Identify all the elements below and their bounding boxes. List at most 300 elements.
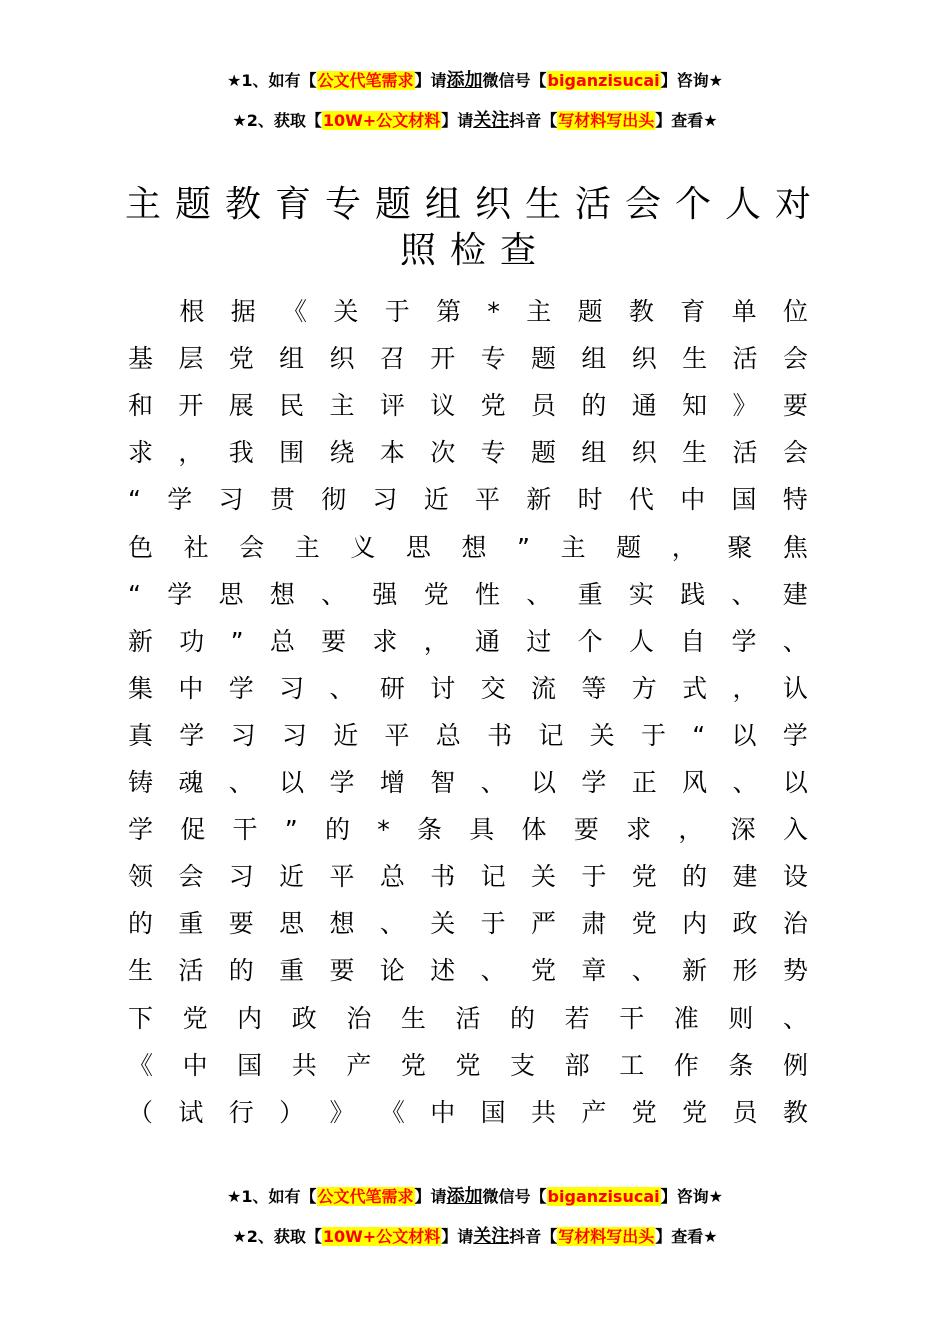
body-char: 干: [619, 1003, 645, 1033]
body-char: 的: [581, 391, 607, 421]
body-char: 以: [531, 768, 557, 797]
body-char: 试: [178, 1097, 204, 1127]
body-char: 活: [178, 956, 204, 986]
body-char: 于: [581, 862, 607, 892]
body-char: 中: [182, 1050, 208, 1080]
body-char: 层: [178, 344, 204, 374]
body-char: 重: [178, 909, 204, 939]
body-char: 、: [321, 579, 347, 609]
body-char: 真: [128, 720, 154, 750]
body-char: 魂: [178, 768, 204, 797]
body-char: 题: [531, 344, 557, 374]
body-char: 特: [782, 485, 808, 515]
body-char: 根: [179, 297, 205, 326]
body-char: 评: [379, 391, 405, 421]
body-char: 严: [531, 909, 557, 939]
body-char: 贯: [269, 485, 295, 515]
body-char: 通: [475, 626, 501, 656]
body-char: ，: [678, 815, 704, 845]
body-char: 国: [731, 485, 757, 515]
body-char: 增: [379, 768, 405, 797]
body-char: 产: [346, 1050, 372, 1080]
body-char: 行: [228, 1097, 254, 1127]
body-char: 论: [379, 956, 405, 986]
body-line: [128, 767, 808, 799]
body-char: 彻: [321, 485, 347, 515]
body-char: 组: [581, 344, 607, 374]
body-char: 组: [581, 438, 607, 468]
notice-emphasis: 关注: [473, 110, 510, 131]
body-char: 召: [379, 344, 405, 374]
body-char: 、: [631, 956, 657, 986]
body-char: 要: [228, 909, 254, 939]
body-char: 述: [430, 956, 456, 986]
body-char: ”: [284, 815, 298, 845]
notice-text: 抖音【: [509, 1227, 558, 1246]
body-char: 基: [128, 344, 154, 374]
body-char: ，: [178, 438, 204, 468]
body-char: 会: [239, 532, 265, 562]
body-char: 织: [329, 344, 355, 374]
body-char: 党: [400, 1050, 426, 1080]
body-char: 会: [178, 862, 204, 892]
body-char: 教: [628, 297, 654, 326]
body-char: ）: [279, 1097, 305, 1127]
body-char: 教: [782, 1097, 808, 1127]
body-line: [128, 343, 808, 375]
body-char: 作: [673, 1050, 699, 1080]
body-char: 党: [631, 909, 657, 939]
body-char: 思: [279, 909, 305, 939]
body-char: 次: [430, 438, 456, 468]
body-char: 开: [178, 391, 204, 421]
body-char: 平: [475, 485, 501, 515]
body-char: 据: [230, 297, 256, 326]
body-char: 学: [128, 815, 154, 845]
body-char: 民: [279, 391, 305, 421]
body-char: ，: [671, 532, 697, 562]
notice-text: 微信号【: [482, 71, 547, 90]
body-line: [128, 908, 808, 940]
body-char: ，: [732, 673, 758, 703]
body-char: 过: [526, 626, 552, 656]
body-line: [128, 814, 808, 846]
body-line: [128, 1003, 808, 1035]
body-char: 新: [128, 626, 154, 656]
body-char: “: [128, 485, 141, 515]
body-char: 求: [128, 438, 154, 468]
body-char: （: [128, 1097, 154, 1127]
body-char: 若: [564, 1003, 590, 1033]
body-char: 性: [475, 579, 501, 609]
body-char: 条: [728, 1050, 754, 1080]
body-char: 章: [581, 956, 607, 986]
body-char: 党: [631, 862, 657, 892]
body-char: 育: [680, 297, 706, 326]
body-char: 活: [732, 344, 758, 374]
body-char: 想: [329, 909, 355, 939]
body-char: 时: [577, 485, 603, 515]
body-char: 肃: [581, 909, 607, 939]
body-char: 习: [281, 720, 307, 750]
notice-highlight: 公文代笔需求: [317, 71, 414, 90]
body-char: 、: [329, 673, 355, 703]
body-char: 生: [128, 956, 154, 986]
body-char: 工: [619, 1050, 645, 1080]
body-char: 内: [682, 909, 708, 939]
body-char: 形: [732, 956, 758, 986]
body-char: 《: [282, 297, 308, 326]
body-char: 记: [538, 720, 564, 750]
body-char: 平: [329, 862, 355, 892]
body-char: 员: [531, 391, 557, 421]
body-line: [128, 437, 808, 469]
body-char: 实: [628, 579, 654, 609]
body-char: 围: [279, 438, 305, 468]
body-char: 、: [228, 768, 254, 797]
body-char: 人: [628, 626, 654, 656]
notice-text: 】咨询★: [660, 1187, 723, 1206]
body-line: [128, 955, 808, 987]
notice-text: ★1、如有【: [227, 71, 317, 90]
notice-highlight: biganzisucai: [547, 71, 660, 90]
body-char: 代: [628, 485, 654, 515]
body-char: 重: [577, 579, 603, 609]
body-char: 学: [581, 768, 607, 797]
body-char: 以: [279, 768, 305, 797]
body-char: 求: [626, 815, 652, 845]
bottom-notice-line-2: [0, 1226, 950, 1248]
body-char: 学: [228, 673, 254, 703]
body-char: 认: [782, 673, 808, 703]
body-char: 社: [183, 532, 209, 562]
body-char: 深: [730, 815, 756, 845]
body-char: 党: [480, 391, 506, 421]
body-char: 会: [782, 344, 808, 374]
body-char: 本: [379, 438, 405, 468]
body-char: 和: [128, 391, 154, 421]
body-char: 讨: [430, 673, 456, 703]
body-char: 以: [782, 768, 808, 797]
body-char: 建: [782, 579, 808, 609]
body-line: [128, 579, 808, 611]
body-char: 体: [521, 815, 547, 845]
body-char: 建: [732, 862, 758, 892]
body-char: 集: [128, 673, 154, 703]
body-char: 的: [325, 815, 351, 845]
body-char: 研: [379, 673, 405, 703]
body-char: 铸: [128, 768, 154, 797]
body-char: 我: [228, 438, 254, 468]
notice-highlight: 10W+公文材料: [322, 1227, 441, 1246]
body-line: [128, 673, 808, 705]
body-char: 活: [455, 1003, 481, 1033]
bottom-notice-line-1: [0, 1186, 950, 1208]
body-char: 内: [237, 1003, 263, 1033]
body-char: 员: [732, 1097, 758, 1127]
body-char: 书: [430, 862, 456, 892]
body-char: 通: [631, 391, 657, 421]
notice-text: 】请: [414, 1187, 447, 1206]
body-char: 党: [455, 1050, 481, 1080]
notice-text: 】请: [441, 111, 474, 130]
body-char: 下: [128, 1003, 154, 1033]
body-char: 新: [526, 485, 552, 515]
body-char: 学: [782, 720, 808, 750]
body-char: 生: [682, 344, 708, 374]
body-char: ”: [517, 532, 530, 562]
body-line: [128, 1050, 808, 1082]
body-char: *: [377, 815, 390, 845]
body-char: 促: [180, 815, 206, 845]
notice-highlight: 写材料写出头: [558, 1227, 655, 1246]
body-char: 议: [430, 391, 456, 421]
body-char: 知: [682, 391, 708, 421]
notice-text: 】查看★: [655, 1227, 718, 1246]
body-char: 《: [128, 1050, 154, 1080]
body-char: 织: [631, 438, 657, 468]
body-char: 新: [682, 956, 708, 986]
body-char: 中: [178, 673, 204, 703]
body-char: 准: [673, 1003, 699, 1033]
body-char: 个: [577, 626, 603, 656]
notice-text: 】请: [414, 71, 447, 90]
body-char: 交: [480, 673, 506, 703]
top-notice-line-2: [0, 110, 950, 132]
body-char: 于: [384, 297, 410, 326]
body-char: 、: [731, 579, 757, 609]
notice-highlight: 写材料写出头: [558, 111, 655, 130]
body-char: 党: [423, 579, 449, 609]
body-char: 绕: [329, 438, 355, 468]
body-char: 支: [510, 1050, 536, 1080]
body-char: 的: [510, 1003, 536, 1033]
body-char: 、: [480, 956, 506, 986]
body-char: 近: [333, 720, 359, 750]
notice-text: 微信号【: [482, 1187, 547, 1206]
body-char: 正: [631, 768, 657, 797]
body-char: 求: [372, 626, 398, 656]
body-char: 的: [682, 862, 708, 892]
body-char: 生: [400, 1003, 426, 1033]
body-char: 思: [218, 579, 244, 609]
body-char: [128, 296, 153, 328]
body-char: 关: [589, 720, 615, 750]
body-char: 生: [682, 438, 708, 468]
body-char: 题: [577, 297, 603, 326]
body-char: 具: [469, 815, 495, 845]
body-char: 式: [682, 673, 708, 703]
body-char: 关: [430, 909, 456, 939]
body-char: 关: [333, 297, 359, 326]
notice-text: ★1、如有【: [227, 1187, 317, 1206]
body-char: 活: [732, 438, 758, 468]
body-char: 记: [480, 862, 506, 892]
body-char: 共: [531, 1097, 557, 1127]
body-char: 以: [731, 720, 757, 750]
body-char: 第: [436, 297, 462, 326]
body-char: 等: [581, 673, 607, 703]
body-char: 势: [782, 956, 808, 986]
body-char: 、: [480, 768, 506, 797]
body-char: 入: [782, 815, 808, 845]
body-char: “: [128, 579, 141, 609]
body-char: 要: [321, 626, 347, 656]
body-char: 会: [782, 438, 808, 468]
body-char: 党: [631, 1097, 657, 1127]
notice-text: 抖音【: [509, 111, 558, 130]
notice-text: ★2、获取【: [232, 1227, 322, 1246]
body-char: 方: [631, 673, 657, 703]
body-char: 展: [228, 391, 254, 421]
body-char: 的: [128, 909, 154, 939]
body-char: 主: [526, 297, 552, 326]
body-char: 政: [291, 1003, 317, 1033]
body-char: 治: [782, 909, 808, 939]
body-char: “: [692, 720, 706, 750]
body-char: 学: [329, 768, 355, 797]
body-char: 义: [350, 532, 376, 562]
body-char: 平: [384, 720, 410, 750]
body-char: 要: [782, 391, 808, 421]
body-char: 习: [230, 720, 256, 750]
body-char: 例: [782, 1050, 808, 1080]
body-line: [128, 1097, 808, 1129]
body-char: 学: [167, 485, 193, 515]
body-char: 条: [417, 815, 443, 845]
notice-text: 】请: [441, 1227, 474, 1246]
body-char: 色: [128, 532, 154, 562]
body-char: 学: [167, 579, 193, 609]
body-line: [128, 720, 808, 752]
body-char: 想: [461, 532, 487, 562]
body-char: 则: [728, 1003, 754, 1033]
body-char: 党: [682, 1097, 708, 1127]
notice-highlight: 公文代笔需求: [317, 1187, 414, 1206]
document-title-line-2: 照检查: [399, 230, 550, 271]
body-char: ，: [423, 626, 449, 656]
body-line: [128, 484, 808, 516]
body-char: 关: [531, 862, 557, 892]
body-char: 智: [430, 768, 456, 797]
body-char: 单: [731, 297, 757, 326]
body-char: 题: [616, 532, 642, 562]
body-char: ”: [230, 626, 244, 656]
body-char: 近: [423, 485, 449, 515]
body-char: 自: [680, 626, 706, 656]
body-char: 践: [680, 579, 706, 609]
body-char: 开: [430, 344, 456, 374]
notice-emphasis: 添加: [446, 1186, 483, 1207]
body-char: 产: [581, 1097, 607, 1127]
body-char: 位: [782, 297, 808, 326]
body-char: 部: [564, 1050, 590, 1080]
top-notice-line-1: [0, 70, 950, 92]
body-char: 党: [531, 956, 557, 986]
body-char: 、: [526, 579, 552, 609]
body-char: 功: [179, 626, 205, 656]
body-char: 国: [237, 1050, 263, 1080]
body-char: 学: [179, 720, 205, 750]
body-char: 、: [732, 768, 758, 797]
body-char: 治: [346, 1003, 372, 1033]
body-line: [128, 626, 808, 658]
body-char: 政: [732, 909, 758, 939]
body-char: 专: [480, 344, 506, 374]
body-char: 习: [228, 862, 254, 892]
body-char: 领: [128, 862, 154, 892]
body-line: [128, 296, 808, 328]
body-char: 党: [182, 1003, 208, 1033]
body-char: 书: [487, 720, 513, 750]
body-char: 题: [531, 438, 557, 468]
body-char: 于: [480, 909, 506, 939]
body-line: [128, 390, 808, 422]
notice-emphasis: 添加: [446, 70, 483, 91]
notice-emphasis: 关注: [473, 1226, 510, 1247]
body-char: 》: [732, 391, 758, 421]
body-char: 总: [269, 626, 295, 656]
body-char: 主: [560, 532, 586, 562]
body-char: 聚: [727, 532, 753, 562]
body-char: 党: [228, 344, 254, 374]
body-char: 习: [372, 485, 398, 515]
notice-text: 】查看★: [655, 111, 718, 130]
body-char: 强: [372, 579, 398, 609]
body-char: 国: [480, 1097, 506, 1127]
body-char: *: [487, 297, 500, 326]
body-char: 共: [291, 1050, 317, 1080]
body-char: 近: [279, 862, 305, 892]
notice-highlight: biganzisucai: [547, 1187, 660, 1206]
body-char: 总: [379, 862, 405, 892]
body-char: 于: [640, 720, 666, 750]
body-char: 主: [329, 391, 355, 421]
document-title-line-1: 主题教育专题组织生活会个人对: [124, 184, 825, 225]
notice-highlight: 10W+公文材料: [322, 111, 441, 130]
body-char: 织: [631, 344, 657, 374]
body-char: 风: [682, 768, 708, 797]
body-char: 的: [228, 956, 254, 986]
notice-text: 】咨询★: [660, 71, 723, 90]
body-char: 习: [279, 673, 305, 703]
body-char: 设: [782, 862, 808, 892]
body-char: 习: [218, 485, 244, 515]
body-char: 、: [782, 626, 808, 656]
body-char: 中: [680, 485, 706, 515]
notice-text: ★2、获取【: [232, 111, 322, 130]
body-char: 中: [430, 1097, 456, 1127]
body-char: 、: [782, 1003, 808, 1033]
body-char: 专: [480, 438, 506, 468]
body-char: 学: [731, 626, 757, 656]
body-char: 总: [435, 720, 461, 750]
body-char: 组: [279, 344, 305, 374]
body-char: 要: [329, 956, 355, 986]
body-char: 》: [329, 1097, 355, 1127]
body-char: 、: [379, 909, 405, 939]
body-line: [128, 532, 808, 564]
body-char: 《: [379, 1097, 405, 1127]
body-char: 想: [269, 579, 295, 609]
body-char: 流: [531, 673, 557, 703]
body-char: 焦: [782, 532, 808, 562]
body-char: 思: [405, 532, 431, 562]
body-char: 要: [573, 815, 599, 845]
body-char: 重: [279, 956, 305, 986]
body-char: 干: [232, 815, 258, 845]
body-line: [128, 861, 808, 893]
